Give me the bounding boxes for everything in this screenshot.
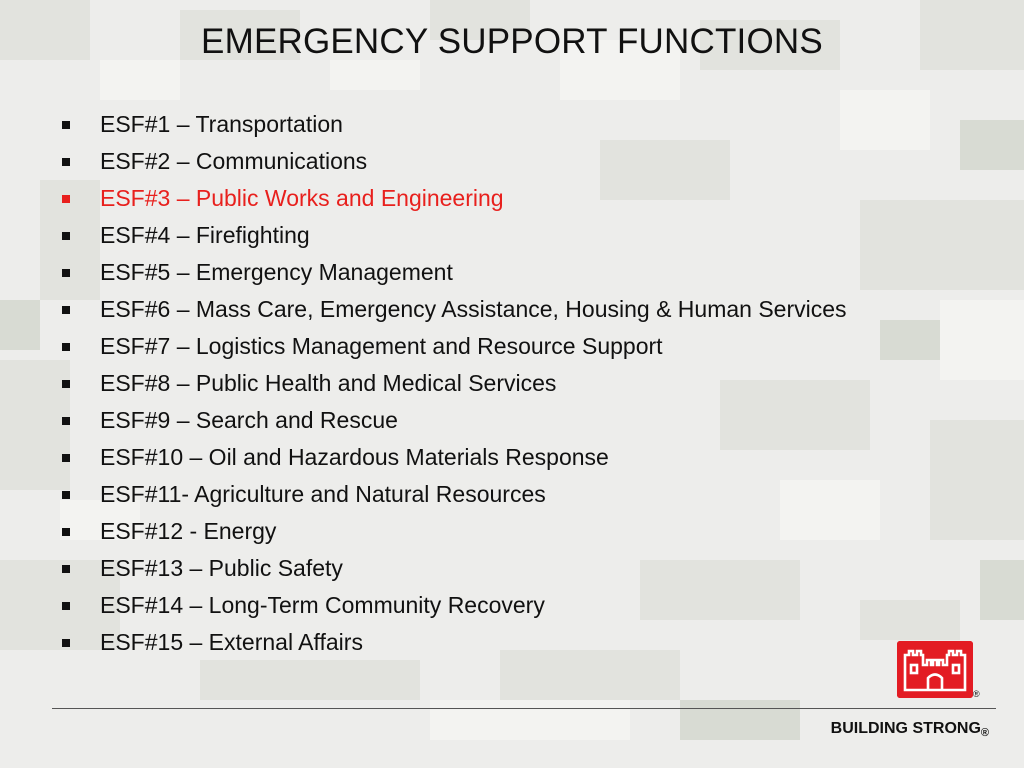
list-item-text: ESF#13 – Public Safety <box>100 555 343 581</box>
bullet-icon <box>62 232 70 240</box>
bullet-icon <box>62 121 70 129</box>
list-item-highlighted <box>62 180 847 217</box>
list-item-text: ESF#11- Agriculture and Natural Resources <box>100 481 546 507</box>
list-item-text: ESF#4 – Firefighting <box>100 222 310 248</box>
bullet-icon <box>62 195 70 203</box>
logo-registered-mark: ® <box>973 689 980 699</box>
list-item-text: ESF#7 – Logistics Management and Resource Support <box>100 333 663 359</box>
bullet-icon <box>62 417 70 425</box>
list-item <box>62 550 847 587</box>
list-item <box>62 106 847 143</box>
bullet-icon <box>62 528 70 536</box>
list-item <box>62 476 847 513</box>
tagline-text: BUILDING STRONG <box>830 720 981 737</box>
footer-divider <box>52 708 996 709</box>
list-item-text: ESF#3 – Public Works and Engineering <box>100 185 504 211</box>
list-item <box>62 365 847 402</box>
list-item-text: ESF#8 – Public Health and Medical Services <box>100 370 557 396</box>
list-item <box>62 291 847 328</box>
list-item <box>62 513 847 550</box>
slide-title: EMERGENCY SUPPORT FUNCTIONS <box>201 22 823 61</box>
bullet-icon <box>62 639 70 647</box>
castle-logo-graphic <box>897 641 973 698</box>
castle-icon <box>897 641 973 698</box>
list-item-text: ESF#6 – Mass Care, Emergency Assistance, Housing & Human Services <box>100 296 847 322</box>
bullet-icon <box>62 269 70 277</box>
list-item-text: ESF#1 – Transportation <box>100 111 343 137</box>
list-item <box>62 439 847 476</box>
bullet-icon <box>62 454 70 462</box>
bullet-icon <box>62 306 70 314</box>
list-item <box>62 328 847 365</box>
list-item-text: ESF#9 – Search and Rescue <box>100 407 398 433</box>
footer-tagline <box>831 720 989 739</box>
list-item <box>62 254 847 291</box>
tagline-registered-mark: ® <box>980 727 989 739</box>
list-item-text: ESF#2 – Communications <box>100 148 368 174</box>
list-item-text: ESF#10 – Oil and Hazardous Materials Response <box>100 444 609 470</box>
bullet-icon <box>62 380 70 388</box>
bullet-icon <box>62 602 70 610</box>
list-item <box>62 624 847 661</box>
list-item <box>62 402 847 439</box>
esf-list <box>62 106 847 661</box>
list-item-text: ESF#5 – Emergency Management <box>100 259 453 285</box>
list-item <box>62 217 847 254</box>
list-item-text: ESF#15 – External Affairs <box>100 629 363 655</box>
list-item <box>62 143 847 180</box>
bullet-icon <box>62 565 70 573</box>
bullet-icon <box>62 158 70 166</box>
list-item-text: ESF#14 – Long-Term Community Recovery <box>100 592 545 618</box>
list-item-text: ESF#12 - Energy <box>100 518 277 544</box>
bullet-icon <box>62 343 70 351</box>
list-item <box>62 587 847 624</box>
bullet-icon <box>62 491 70 499</box>
